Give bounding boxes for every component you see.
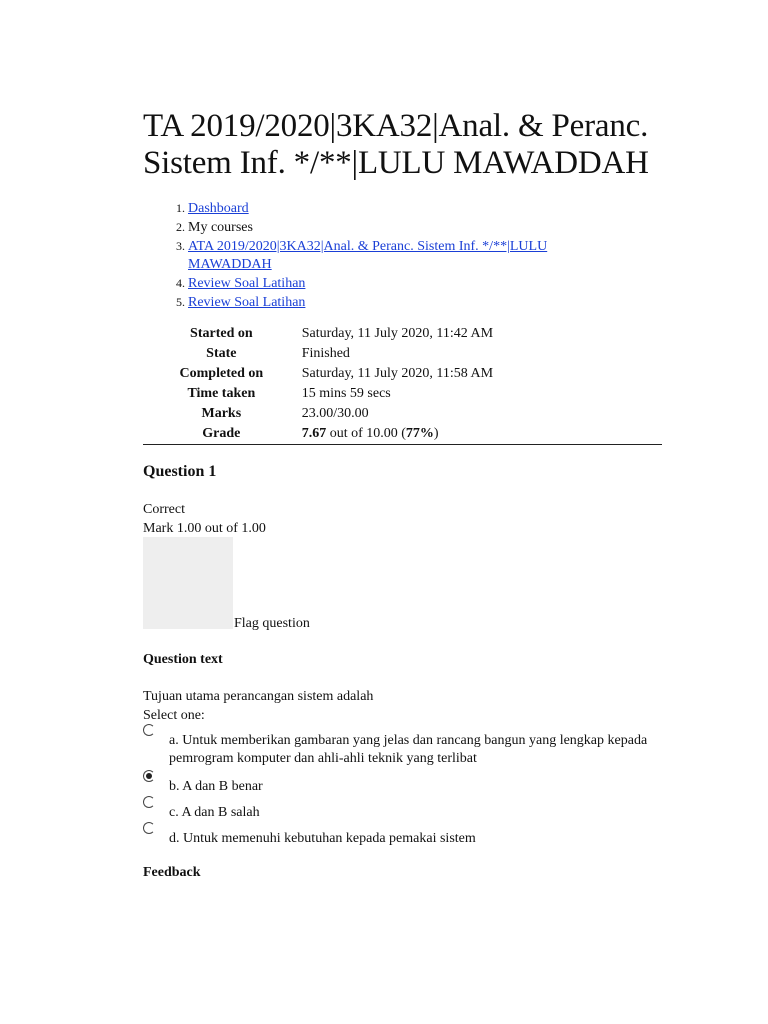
answer-option-d[interactable] <box>143 822 663 848</box>
summary-label: Completed on <box>179 366 264 381</box>
summary-value: 15 mins 59 secs <box>301 386 391 401</box>
breadcrumb-item-course[interactable] <box>188 237 628 274</box>
summary-value: Saturday, 11 July 2020, 11:58 AM <box>301 366 494 381</box>
grade-percent: 77% <box>405 426 434 441</box>
radio-button-checked-icon[interactable] <box>143 770 155 782</box>
question-text: Tujuan utama perancangan sistem adalah <box>143 689 374 704</box>
summary-value: Saturday, 11 July 2020, 11:42 AM <box>301 326 494 341</box>
summary-row-marks <box>143 404 662 424</box>
answer-option-b[interactable] <box>143 770 663 796</box>
select-one-prompt: Select one: <box>143 708 205 723</box>
summary-label: Grade <box>143 424 300 445</box>
answer-label-a: a. Untuk memberikan gambaran yang jelas dan rancang bangun yang lengkap kepada pemrogram komputer dan ahli-ahli teknik yang terlibat <box>169 733 648 766</box>
breadcrumb <box>143 199 628 312</box>
breadcrumb-link-review-2[interactable]: Review Soal Latihan <box>188 295 306 310</box>
answer-label-b: b. A dan B benar <box>169 779 263 794</box>
radio-button-icon[interactable] <box>143 796 155 808</box>
question-mark: Mark 1.00 out of 1.00 <box>143 521 266 536</box>
grade-end: ) <box>433 426 439 441</box>
grade-score: 7.67 <box>301 426 327 441</box>
breadcrumb-item-review-1[interactable] <box>188 274 628 293</box>
radio-button-icon[interactable] <box>143 724 155 736</box>
attempt-summary-table <box>143 324 662 445</box>
question-body <box>143 687 373 725</box>
question-text-heading: Question text <box>143 652 223 667</box>
breadcrumb-item-review-2[interactable] <box>188 293 628 312</box>
summary-label: Time taken <box>187 386 256 401</box>
flag-icon[interactable] <box>143 537 233 629</box>
summary-value: 23.00/30.00 <box>301 406 369 421</box>
breadcrumb-link-review-1[interactable]: Review Soal Latihan <box>188 276 306 291</box>
summary-row-started <box>143 324 662 344</box>
summary-row-state <box>143 344 662 364</box>
summary-value <box>300 424 662 445</box>
page-title: TA 2019/2020|3KA32|Anal. & Peranc. Sistem Inf. */**|LULU MAWADDAH <box>143 108 649 181</box>
summary-label: Started on <box>190 326 253 341</box>
summary-label: Marks <box>201 406 242 421</box>
breadcrumb-link-dashboard[interactable]: Dashboard <box>188 201 249 216</box>
question-title: Question 1 <box>143 463 217 480</box>
answer-label-c: c. A dan B salah <box>169 805 260 820</box>
flag-question-link[interactable]: Flag question <box>234 616 310 631</box>
summary-row-grade <box>143 424 662 445</box>
answer-options <box>143 724 663 848</box>
question-info <box>143 500 266 538</box>
breadcrumb-item-dashboard[interactable] <box>188 199 628 218</box>
summary-label: State <box>206 346 237 361</box>
breadcrumb-link-course[interactable]: ATA 2019/2020|3KA32|Anal. & Peranc. Sistem Inf. */**|LULU MAWADDAH <box>188 239 548 272</box>
question-status: Correct <box>143 502 185 517</box>
breadcrumb-item-my-courses: 2. My courses <box>188 218 628 237</box>
answer-label-d: d. Untuk memenuhi kebutuhan kepada pemakai sistem <box>169 831 476 846</box>
answer-option-c[interactable] <box>143 796 663 822</box>
feedback-heading: Feedback <box>143 865 201 880</box>
grade-middle: out of 10.00 ( <box>326 426 406 441</box>
summary-row-time-taken <box>143 384 662 404</box>
summary-row-completed <box>143 364 662 384</box>
summary-value: Finished <box>301 346 350 361</box>
answer-option-a[interactable] <box>143 724 663 768</box>
radio-button-icon[interactable] <box>143 822 155 834</box>
